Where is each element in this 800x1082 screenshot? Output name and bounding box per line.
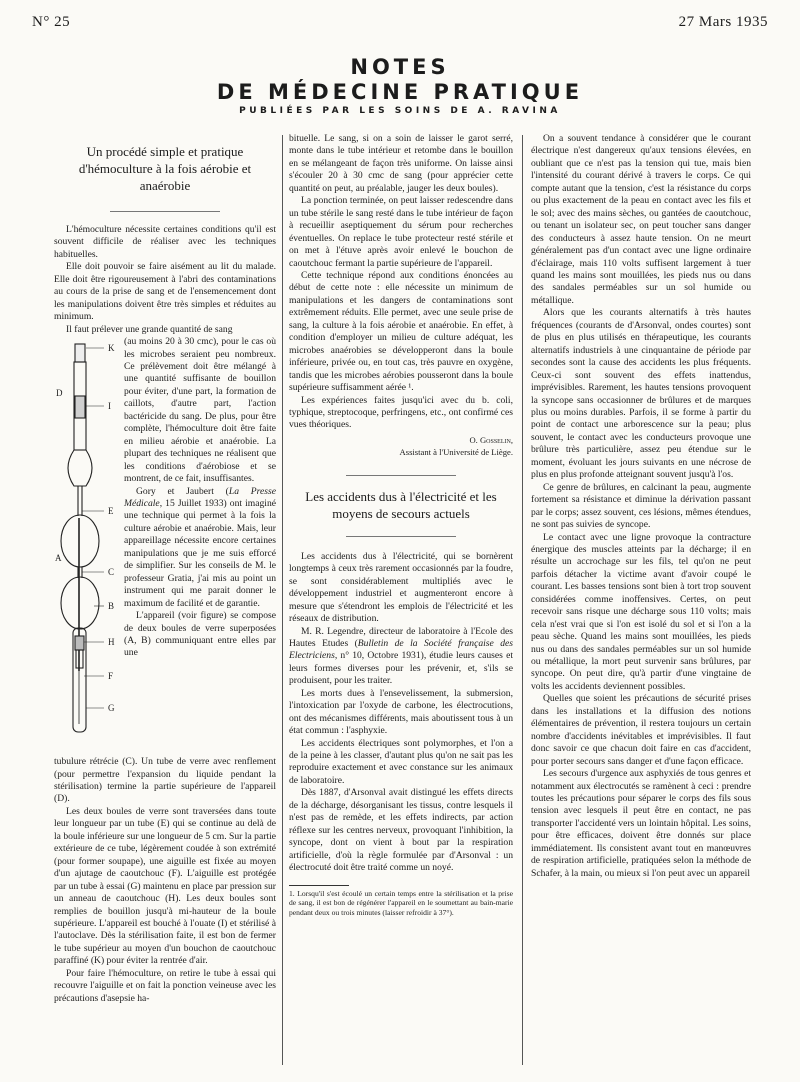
figure-label: B — [108, 601, 115, 612]
article2-paragraph: Alors que les courants alternatifs à très hautes fréquences (courants de d'Arsonval, ondes courtes) sont de plus en plus utilisés en thérapeutique, les courants alternatifs industriels à une cinquantaine de période par secondes sont la cause des accidents les plus fréquents. Ceux-ci sont souvent des effets inattendus, imprévisibles. Rarement, les hautes tensions provoquent la syncope sans occasionner de brûlures et de marques plus ou moins durables. Parfois, il se forme à partir du point de contact une arborescence sur la peau; plus souvent, le contact avec les conducteurs provoque une brûlure très particulière, assez peu étendue sur le moment, évoluant les jours suivants en une nécrose de plus en plus profonde atteignant souvent jusqu'à l'os. — [531, 307, 751, 481]
article2-paragraph: Ce genre de brûlures, en calcinant la peau, augmente fortement sa résistance et diminue la dérivation passant par le corps; assez souvent, ces lésions, mêmes étendues, ne sont pas suivies de syncope. — [531, 481, 751, 531]
article2-paragraph-legendre: M. R. Legendre, directeur de laboratoire à l'Ecole des Hautes Etudes (Bulletin de la Société française des Electriciens, n° 10, Octobre 1931), étudie leurs causes et leurs formes diverses pour les prévenir, et, s'ils se produisent, pour les traiter. — [289, 625, 513, 687]
article1-paragraph: L'appareil (voir figure) se compose de deux boules de verre superposées (A, B) communiquant entre elles par une — [124, 610, 276, 659]
column-rule — [522, 135, 523, 1065]
figure-label: F — [108, 671, 114, 682]
figure-label: D — [56, 388, 63, 399]
article1-paragraph: Cette technique répond aux conditions énoncées au début de cette note : elle nécessite un minimum de manipulations et les dangers de contaminations sont extrêmement réduits. Elle permet, avec une seule prise de sang, la culture à la fois aérobie et anaérobie. En effet, à condition d'employer un milieu de culture adéquat, les microbes anaérobies se développeront dans la boule inférieure, privée ou, en tout cas, très pauvre en oxygène, tandis que les microbes aérobies pousseront dans la boule supérieure suffisamment aérée ¹. — [289, 269, 513, 394]
article1-paragraph: Elle doit pouvoir se faire aisément au lit du malade. Elle doit être rigoureusement à l'abri des contaminations au cours de la prise de sang et de l'ensemencement dont les manipulations doivent être très simples et réduites au minimum. — [54, 261, 276, 323]
article1-paragraph: tubulure rétrécie (C). Un tube de verre avec renflement (pour permettre l'expansion du liquide pendant la stérilisation) termine la partie supérieure de l'appareil (D). — [54, 756, 276, 805]
article2-paragraph: On a souvent tendance à considérer que le courant électrique n'est dangereux qu'aux tensions élevées, en oubliant que ce n'est pas la tension qui tue, mais bien l'intensité du courant dérivé à travers le corps. Ce qui compte autant que la tension, c'est la résistance du corps ou plus exactement de la peau en contact avec les fils et le sol; avec des mains sèches, ou gantées de caoutchouc, ou tenant un isolateur sec, on peut toucher sans danger des conducteurs à assez haute tension. On ne meurt généralement pas d'un contact avec une ligne ordinaire d'éclairage, mais 110 volts suffisent largement à tuer quand les mains sont mouillées, les pieds nus ou dans des sandales perméables sur un sol humide ou métallique. — [531, 133, 751, 306]
cotton-plug-i — [75, 396, 85, 418]
journal-reference: Bulletin de la Société française des Electriciens — [289, 637, 513, 662]
figure-label: E — [108, 506, 114, 517]
article1-paragraph: Il faut prélever une grande quantité de sang — [66, 323, 233, 335]
column-2 — [289, 133, 513, 1075]
journal-reference: La Presse Médicale — [124, 485, 276, 509]
article2-paragraph: Quelles que soient les précautions de sécurité prises dans les installations et la diffusion des notions élémentaires de prévention, il restera toujours un certain nombre d'accidents inévitables et imprévisibles. Il faut donc savoir ce que chacun doit faire en cas d'accident, pour porter secours sans danger et d'une façon efficace. — [531, 693, 751, 767]
column-rule — [282, 135, 283, 1065]
figure-label: A — [55, 553, 62, 564]
masthead-title-line2: DE MÉDECINE PRATIQUE — [216, 80, 584, 104]
footnote: 1. Lorsqu'il s'est écoulé un certain temps entre la stérilisation et la prise de sang, il est bon de régénérer l'appareil en le soumettant au bain-marie pendant deux ou trois minutes (laisser refroidir à 37°). — [289, 888, 513, 917]
article1-paragraph: Pour faire l'hémoculture, on retire le tube à essai qui recouvre l'aiguille et on fait la ponction veineuse avec les précautions d'asepsie ha- — [54, 967, 276, 1004]
article1-paragraph: bituelle. Le sang, si on a soin de laisser le garot serré, monte dans le tube intérieur et retombe dans le bouillon en se mélangeant de façon très uniforme. On laisse ainsi s'écouler 20 à 30 cmc de sang (pour apprécier cette quantité on peut, au préalable, jauger les deux boules). — [289, 133, 513, 194]
figure-label: I — [108, 401, 111, 412]
apparatus-figure — [54, 336, 124, 756]
article2-paragraph: Dès 1887, d'Arsonval avait distingué les effets directs de la décharge, désorganisant les tissus, contre lesquels il n'est pas de remède, et les effets indirects, par action réflexe sur les centres nerveux, provoquant l'inhibition, la syncope, dont on vient à bout par la respiration artificielle, d'où la règle formulée par d'Arsonval : un électrocuté doit être traité comme un noyé. — [289, 787, 513, 874]
article1-paragraph: Les deux boules de verre sont traversées dans toute leur longueur par un tube (E) qui se continue au delà de la boule inférieure sur une longueur de 5 cm. Sur la partie extérieure de ce tube, légèrement coudée à son extrémité (pour former soupape), une aiguille est fixée au moyen d'un ajutage de caoutchouc (F). L'aiguille est protégée par un tube à essai (G) maintenu en place par pression sur un anneau de caoutchouc (H). Les deux boules sont remplies de bouillon jusqu'à mi-hauteur de la boule supérieure. L'appareil est bouché à l'ouate (I) et stérilisé à l'autoclave. Dès la stérilisation faite, il est bon de fermer le tube supérieur au moyen d'un bouchon de caoutchouc paraffiné (K) pour éviter la rentrée d'air. — [54, 805, 276, 967]
article2-title: Les accidents dus à l'électricité et les moyens de secours actuels — [305, 488, 497, 521]
article1-title: Un procédé simple et pratique d'hémoculture à la fois aérobie et anaérobie — [78, 144, 252, 193]
figure-label: H — [108, 637, 115, 648]
issue-date: 27 Mars 1935 — [678, 14, 768, 30]
author-affiliation: Assistant à l'Université de Liège. — [399, 447, 513, 458]
figure-label: G — [108, 703, 115, 714]
masthead-subtitle: PUBLIÉES PAR LES SOINS DE A. RAVINA — [239, 106, 561, 116]
author-signature — [289, 434, 513, 459]
article2-paragraph: Les accidents dus à l'électricité, qui se bornèrent longtemps à ceux très rarement occasionnés par la foudre, se sont considérablement multipliés avec le développement industriel et augmenteront encore à mesure que s'étendront les emplois de l'électricité et les réseaux de distribution. — [289, 550, 513, 625]
figure-side-text — [124, 336, 276, 756]
article1-paragraph: Les expériences faites jusqu'ici avec du b. coli, typhique, streptocoque, perfringens, etc., ont confirmé ces vues théoriques. — [289, 394, 513, 431]
rubber-stopper-k — [75, 344, 85, 362]
article-separator — [346, 475, 456, 476]
figure-wrap — [54, 336, 276, 756]
lower-bulb-b — [61, 577, 99, 629]
author-name: O. Gosselin, — [469, 434, 513, 445]
figure-label: K — [108, 343, 115, 354]
footnote-rule — [289, 885, 349, 886]
article2-paragraph: Le contact avec une ligne provoque la contracture énergique des muscles atteints par la décharge; il en résulte un accrochage sur les fils, tel qu'on ne peut parfois détacher la victime avant d'avoir coupé le courant. Les basses tensions sont bien à tort trop souvent considérées comme inoffensives. Certes, on peut recevoir sans risque une décharge sous 110 volts; mais cela n'est vrai que si l'on est isolé du sol et si l'on a la peau sèche. Quand les mains sont mouillées, les pieds nus ou dans des sandales perméables sur un sol humide ou métallique, la mort peut survenir sans brûlures, par syncope. On peut dire, qu'à partir d'une vingtaine de volts les accidents deviennent possibles. — [531, 531, 751, 692]
article1-paragraph: L'hémoculture nécessite certaines conditions qu'il est souvent difficile de réaliser avec les techniques habituelles. — [54, 224, 276, 260]
apparatus-drawing — [54, 336, 124, 756]
article2-paragraph: Les secours d'urgence aux asphyxiés de tous genres et notamment aux électrocutés se ramènent à ceci : prendre toutes les précautions pour séparer le corps des fils sous tension avec lesquels il peut être en contact, ne pas transporter l'accidenté vers un lointain hôpital. Les soins, pour être efficaces, doivent être donnés sur place immédiatement. Ils consistent avant tout en manœuvres de respiration artificielle, pratiquées selon la méthode de Schafer, à la main, ou mieux si l'on peut avec un appareil — [531, 768, 751, 879]
column-1 — [54, 133, 276, 1075]
issue-number: N° 25 — [32, 14, 71, 30]
article1-paragraph: (au moins 20 à 30 cmc), pour le cas où les microbes seraient peu nombreux. Ce prélèvement doit être mélangé à une quantité suffisante de bouillon pour éviter, d'une part, la formation de caillots, d'autre part, l'action bactéricide du sang. De plus, pour être complète, l'hémoculture doit être faite en milieu aérobie et anaérobie. La plupart des techniques ne réalisent que les conditions d'aérobiose et se montrent, de ce fait, insuffisantes. — [124, 336, 276, 485]
column-3 — [531, 133, 751, 1075]
article1-paragraph-gory: Gory et Jaubert (La Presse Médicale, 15 Juillet 1933) ont imaginé une technique qui permet à la fois la culture aérobie et anaérobie. Mais, leur appareillage nécessite encore certaines manipulations que je me suis efforcé de simplifier. Sur les conseils de M. le professeur Gratia, j'ai mis au point un instrument qui me parait donner le maximum de facilité et de garantie. — [124, 485, 276, 609]
upper-bulb-a — [61, 515, 99, 567]
article1-paragraph: La ponction terminée, on peut laisser redescendre dans un tube stérile le sang resté dans le tube intérieur de façon à recueillir aseptiquement du sérum pour recherches éventuelles. On replace le tube protecteur resté stérile et on met à l'étuve après avoir enlevé le bouchon de caoutchouc fermant la partie supérieure de l'appareil. — [289, 195, 513, 269]
article2-paragraph: Les accidents électriques sont polymorphes, et l'on a de la peine à les classer, d'autant plus qu'on ne sait pas les reproduire exactement et avec constance sur les animaux de laboratoire. — [289, 737, 513, 786]
rubber-ring-h — [75, 636, 84, 650]
article2-paragraph: Les morts dues à l'ensevelissement, la submersion, l'intoxication par l'oxyde de carbone, les électrocutions, ont des mécanismes différents, mais aboutissent tous à un état commun : l'asphyxie. — [289, 687, 513, 737]
figure-label: C — [108, 567, 115, 578]
tube-bulge — [68, 450, 92, 486]
masthead-title-line1: NOTES — [350, 55, 450, 79]
